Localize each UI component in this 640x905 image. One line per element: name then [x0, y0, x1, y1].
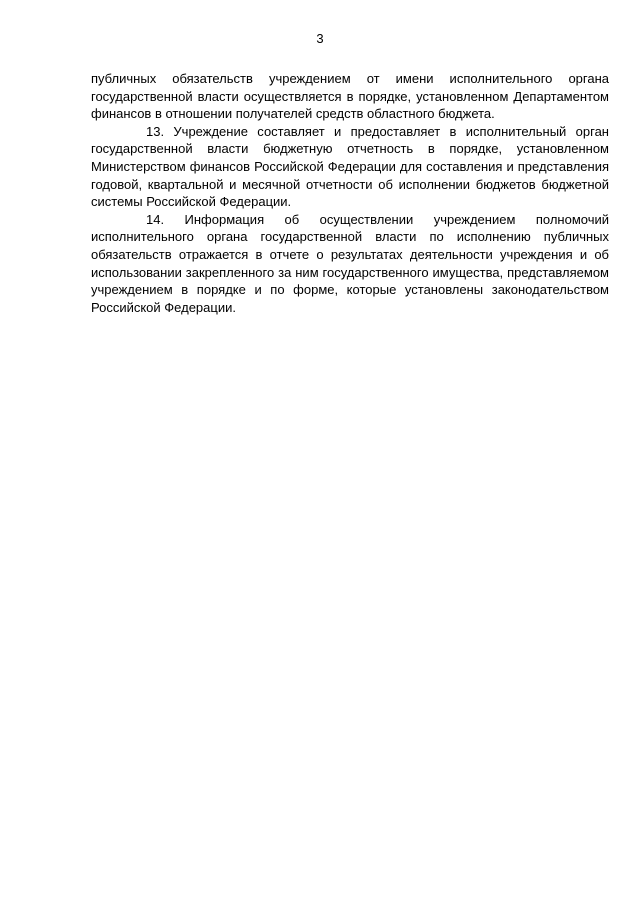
paragraph-continuation: публичных обязательств учреждением от имени исполнительного органа государственной власти осуществляется в порядке, установленном Департаментом финансов в отношении получателей средств областного бюджета. [91, 71, 609, 122]
document-body [91, 70, 609, 316]
paragraph-14: 14. Информация об осуществлении учреждением полномочий исполнительного органа государственной власти по исполнению публичных обязательств отражается в отчете о результатах деятельности учреждения и об использовании закрепленного за ним государственного имущества, представляемом учреждением в порядке и по форме, которые установлены законодательством Российской Федерации. [91, 211, 609, 315]
page-number: 3 [316, 31, 324, 46]
paragraph-13: 13. Учреждение составляет и предоставляет в исполнительный орган государственной власти бюджетную отчетность в порядке, установленном Министерством финансов Российской Федерации для составления и представления годовой, квартальной и месячной отчетности об исполнении бюджетов бюджетной системы Российской Федерации. [91, 123, 609, 210]
